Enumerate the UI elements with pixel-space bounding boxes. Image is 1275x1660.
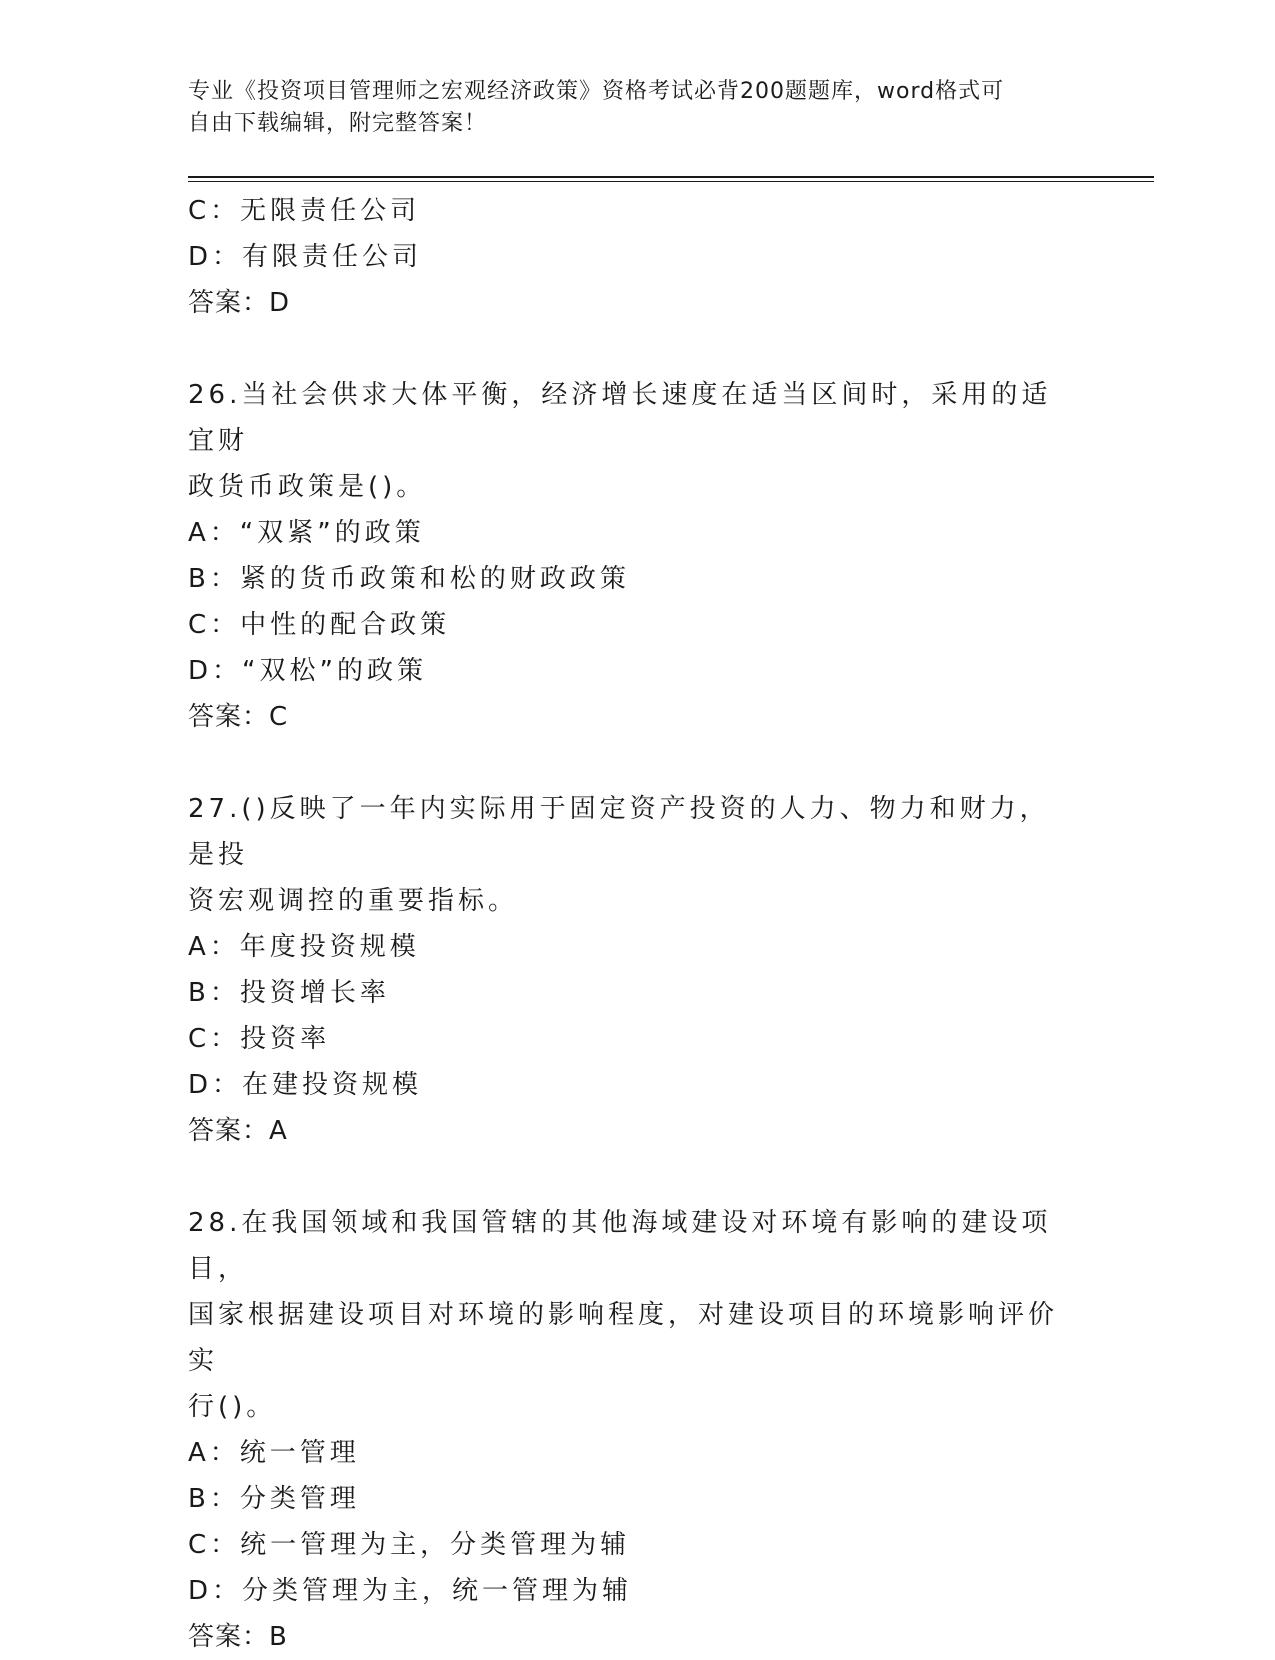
question-block-27 <box>188 786 1088 1154</box>
spacer <box>188 740 1088 786</box>
question-text-line: 行()。 <box>188 1392 277 1422</box>
header-divider-thin <box>188 181 1154 182</box>
option-a: A：统一管理 <box>188 1438 360 1468</box>
question-block-25 <box>188 188 1088 326</box>
header-divider-thick <box>188 176 1154 178</box>
question-text-line: 28.在我国领域和我国管辖的其他海域建设对环境有影响的建设项目， <box>188 1208 1052 1284</box>
option-d: D：分类管理为主，统一管理为辅 <box>188 1576 633 1606</box>
spacer <box>188 326 1088 372</box>
option-d: D：“双松”的政策 <box>188 656 427 686</box>
option-d: D：有限责任公司 <box>188 242 423 272</box>
option-b: B：紧的货币政策和松的财政政策 <box>188 564 630 594</box>
question-text-line: 资宏观调控的重要指标。 <box>188 886 519 916</box>
option-c: C：无限责任公司 <box>188 196 421 226</box>
answer-line: 答案：D <box>188 288 291 318</box>
option-a: A：“双紧”的政策 <box>188 518 425 548</box>
question-block-28 <box>188 1200 1088 1660</box>
answer-line: 答案：A <box>188 1116 288 1146</box>
answer-line: 答案：C <box>188 702 289 732</box>
option-c: C：中性的配合政策 <box>188 610 451 640</box>
option-b: B：投资增长率 <box>188 978 390 1008</box>
question-block-26 <box>188 372 1088 740</box>
option-b: B：分类管理 <box>188 1484 360 1514</box>
question-text-line: 26.当社会供求大体平衡，经济增长速度在适当区间时，采用的适宜财 <box>188 380 1052 456</box>
question-text-line: 政货币政策是()。 <box>188 472 427 502</box>
header-line-1: 专业《投资项目管理师之宏观经济政策》资格考试必背200题题库，word格式可 <box>188 79 1005 104</box>
option-d: D：在建投资规模 <box>188 1070 423 1100</box>
answer-line: 答案：B <box>188 1622 288 1652</box>
option-c: C：统一管理为主，分类管理为辅 <box>188 1530 631 1560</box>
question-list <box>188 188 1088 1660</box>
option-a: A：年度投资规模 <box>188 932 420 962</box>
page-header <box>188 76 1068 140</box>
question-text-line: 27.()反映了一年内实际用于固定资产投资的人力、物力和财力，是投 <box>188 794 1050 870</box>
option-c: C：投资率 <box>188 1024 331 1054</box>
question-text-line: 国家根据建设项目对环境的影响程度，对建设项目的环境影响评价实 <box>188 1300 1059 1376</box>
header-line-2: 自由下载编辑，附完整答案！ <box>188 111 488 136</box>
spacer <box>188 1154 1088 1200</box>
